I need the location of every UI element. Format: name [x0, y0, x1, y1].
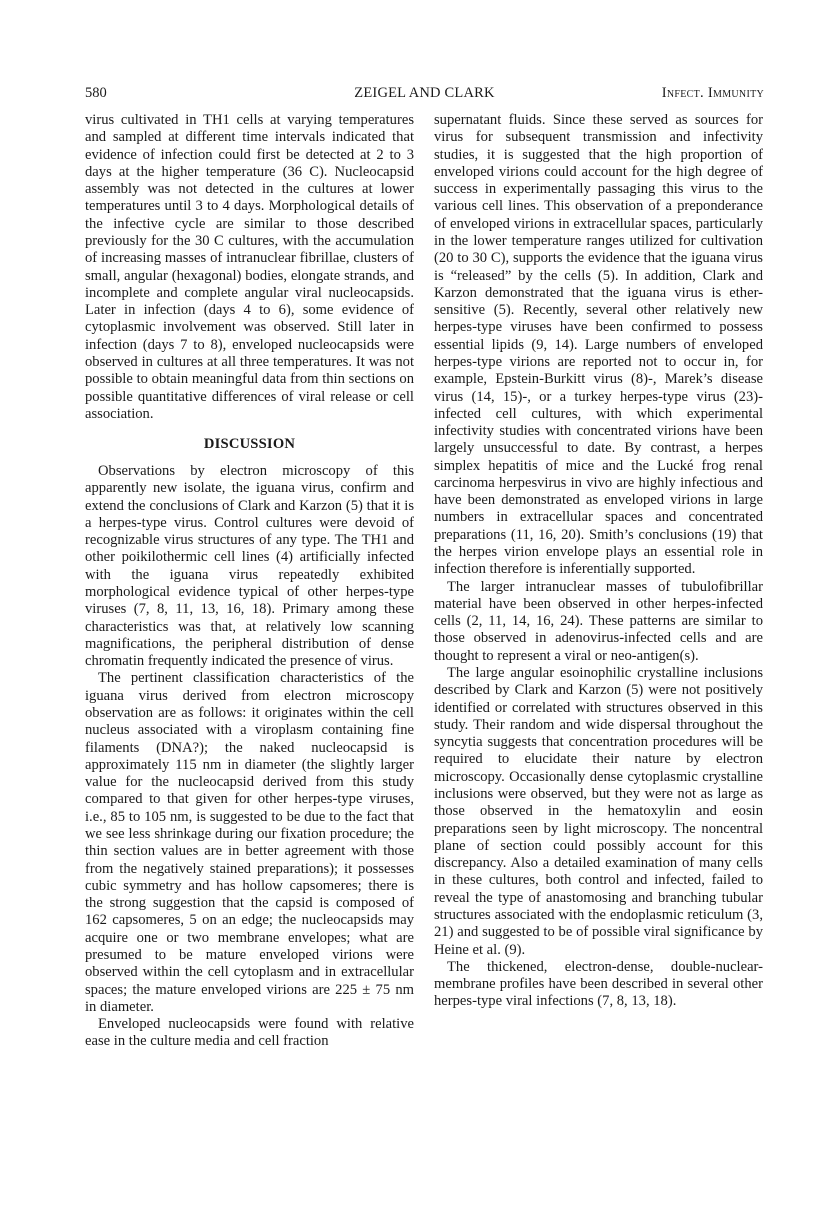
paragraph-discussion-6: The thickened, electron-dense, double-nuclear-membrane profiles have been described in several other herpes-type viral infections (7, 8, 13, 18).	[434, 958, 763, 1010]
paragraph-discussion-3-continued: supernatant fluids. Since these served as sources for virus for subsequent transmission and infectivity studies, it is suggested that the high proportion of enveloped virions could account for the high degree of success in experimentally passaging this virus to the various cell lines. This observation of a preponderance of enveloped virions in extracellular spaces, particularly in the lower temperature ranges utilized for cultivation (20 to 30 C), supports the evidence that the iguana virus is “released” by the cells (5). In addition, Clark and Karzon demonstrated that the iguana virus is ether-sensitive (5). Recently, several other relatively new herpes-type viruses have been confirmed to possess essential lipids (9, 14). Large numbers of enveloped herpes-type virions are reported not to occur in, for example, Epstein-Burkitt virus (8)-, Marek’s disease virus (14, 15)-, or a turkey herpes-type virus (23)-infected cell cultures, with which experimental infectivity studies with concentrated virions have been largely unsuccessful to date. By contrast, a herpes simplex hepatitis of mice and the Lucké frog renal carcinoma herpesvirus in vivo are highly infectious and have been demonstrated as enveloped virions in large numbers in extracellular spaces and concentrated preparations (11, 16, 20). Smith’s conclusions (19) that the herpes virion envelope plays an essential role in infection therefore is inferentially supported.	[434, 112, 763, 578]
running-head-journal: Infect. Immunity	[661, 85, 764, 101]
paragraph-results-continued: virus cultivated in TH1 cells at varying temperatures and sampled at different time intervals indicated that evidence of infection could first be detected at 2 to 3 days at the higher temperature (36 C). Nucleocapsid assembly was not detected in the cultures at lower temperatures until 3 to 4 days. Morphological details of the infective cycle are similar to those described previously for the 30 C cultures, with the accumulation of increasing masses of intranuclear fibrillae, clusters of small, angular (hexagonal) bodies, elongate strands, and incomplete and complete angular viral nucleocapsids. Later in infection (days 4 to 6), some evidence of cytoplasmic involvement was observed. Still later in infection (days 7 to 8), enveloped nucleocapsids were observed in cultures at all three temperatures. It was not possible to obtain meaningful data from thin sections on possible quantitative differences of viral release or cell association.	[85, 112, 414, 422]
paragraph-discussion-3: Enveloped nucleocapsids were found with relative ease in the culture media and cell fraction	[85, 1016, 414, 1050]
right-column	[434, 112, 763, 1011]
running-header	[85, 83, 764, 103]
section-heading-discussion: DISCUSSION	[203, 436, 296, 453]
left-column	[85, 112, 414, 1051]
running-head-authors: ZEIGEL AND CLARK	[354, 85, 495, 101]
paragraph-discussion-4: The larger intranuclear masses of tubulofibrillar material have been observed in other herpes-infected cells (2, 11, 14, 16, 24). These patterns are similar to those observed in adenovirus-infected cells and are thought to represent a viral or neo-antigen(s).	[434, 578, 763, 664]
page-number: 580	[85, 85, 107, 101]
paragraph-discussion-5: The large angular esoinophilic crystalline inclusions described by Clark and Karzon (5) were not positively identified or correlated with structures observed in this study. Their random and wide dispersal throughout the syncytia suggests that concentration procedures will be required to elucidate their nature by electron microscopy. Occasionally dense cytoplasmic crystalline inclusions were observed, but they were not as large as those observed in the hematoxylin and eosin preparations seen by light microscopy. The noncentral plane of section could possibly account for this discrepancy. Also a detailed examination of many cells in these cultures, both control and infected, failed to reveal the type of anastomosing and branching tubular structures associated with the endoplasmic reticulum (3, 21) and suggested to be of possible viral significance by Heine et al. (9).	[434, 665, 763, 958]
paragraph-discussion-1: Observations by electron microscopy of this apparently new isolate, the iguana virus, confirm and extend the conclusions of Clark and Karzon (5) that it is a herpes-type virus. Control cultures were devoid of recognizable virus structures of any type. The TH1 and other poikilothermic cell lines (4) artificially infected with the iguana virus repeatedly exhibited morphological evidence typical of other herpes-type viruses (7, 8, 11, 13, 16, 18). Primary among these characteristics was that, at relatively low scanning magnifications, the peripheral distribution of dense chromatin frequently indicated the presence of virus.	[85, 463, 414, 670]
paragraph-discussion-2: The pertinent classification characteristics of the iguana virus derived from electron microscopy observation are as follows: it originates within the cell nucleus associated with a viroplasm containing fine filaments (DNA?); the naked nucleocapsid is approximately 115 nm in diameter (the slightly larger value for the nucleocapsid derived from this study compared to that given for other herpes-type viruses, i.e., 85 to 105 nm, is suggested to be due to the fact that we see less shrinkage during our fixation procedure; the thin section values are in better agreement with those from the negatively stained preparations); it possesses cubic symmetry and has hollow capsomeres; there is the strong suggestion that the capsid is composed of 162 capsomeres, 5 on an edge; the nucleocapsids may acquire one or two membrane envelopes; what are presumed to be mature enveloped virions were observed within the cell cytoplasm and in extracellular spaces; the mature enveloped virions are 225 ± 75 nm in diameter.	[85, 670, 414, 1015]
